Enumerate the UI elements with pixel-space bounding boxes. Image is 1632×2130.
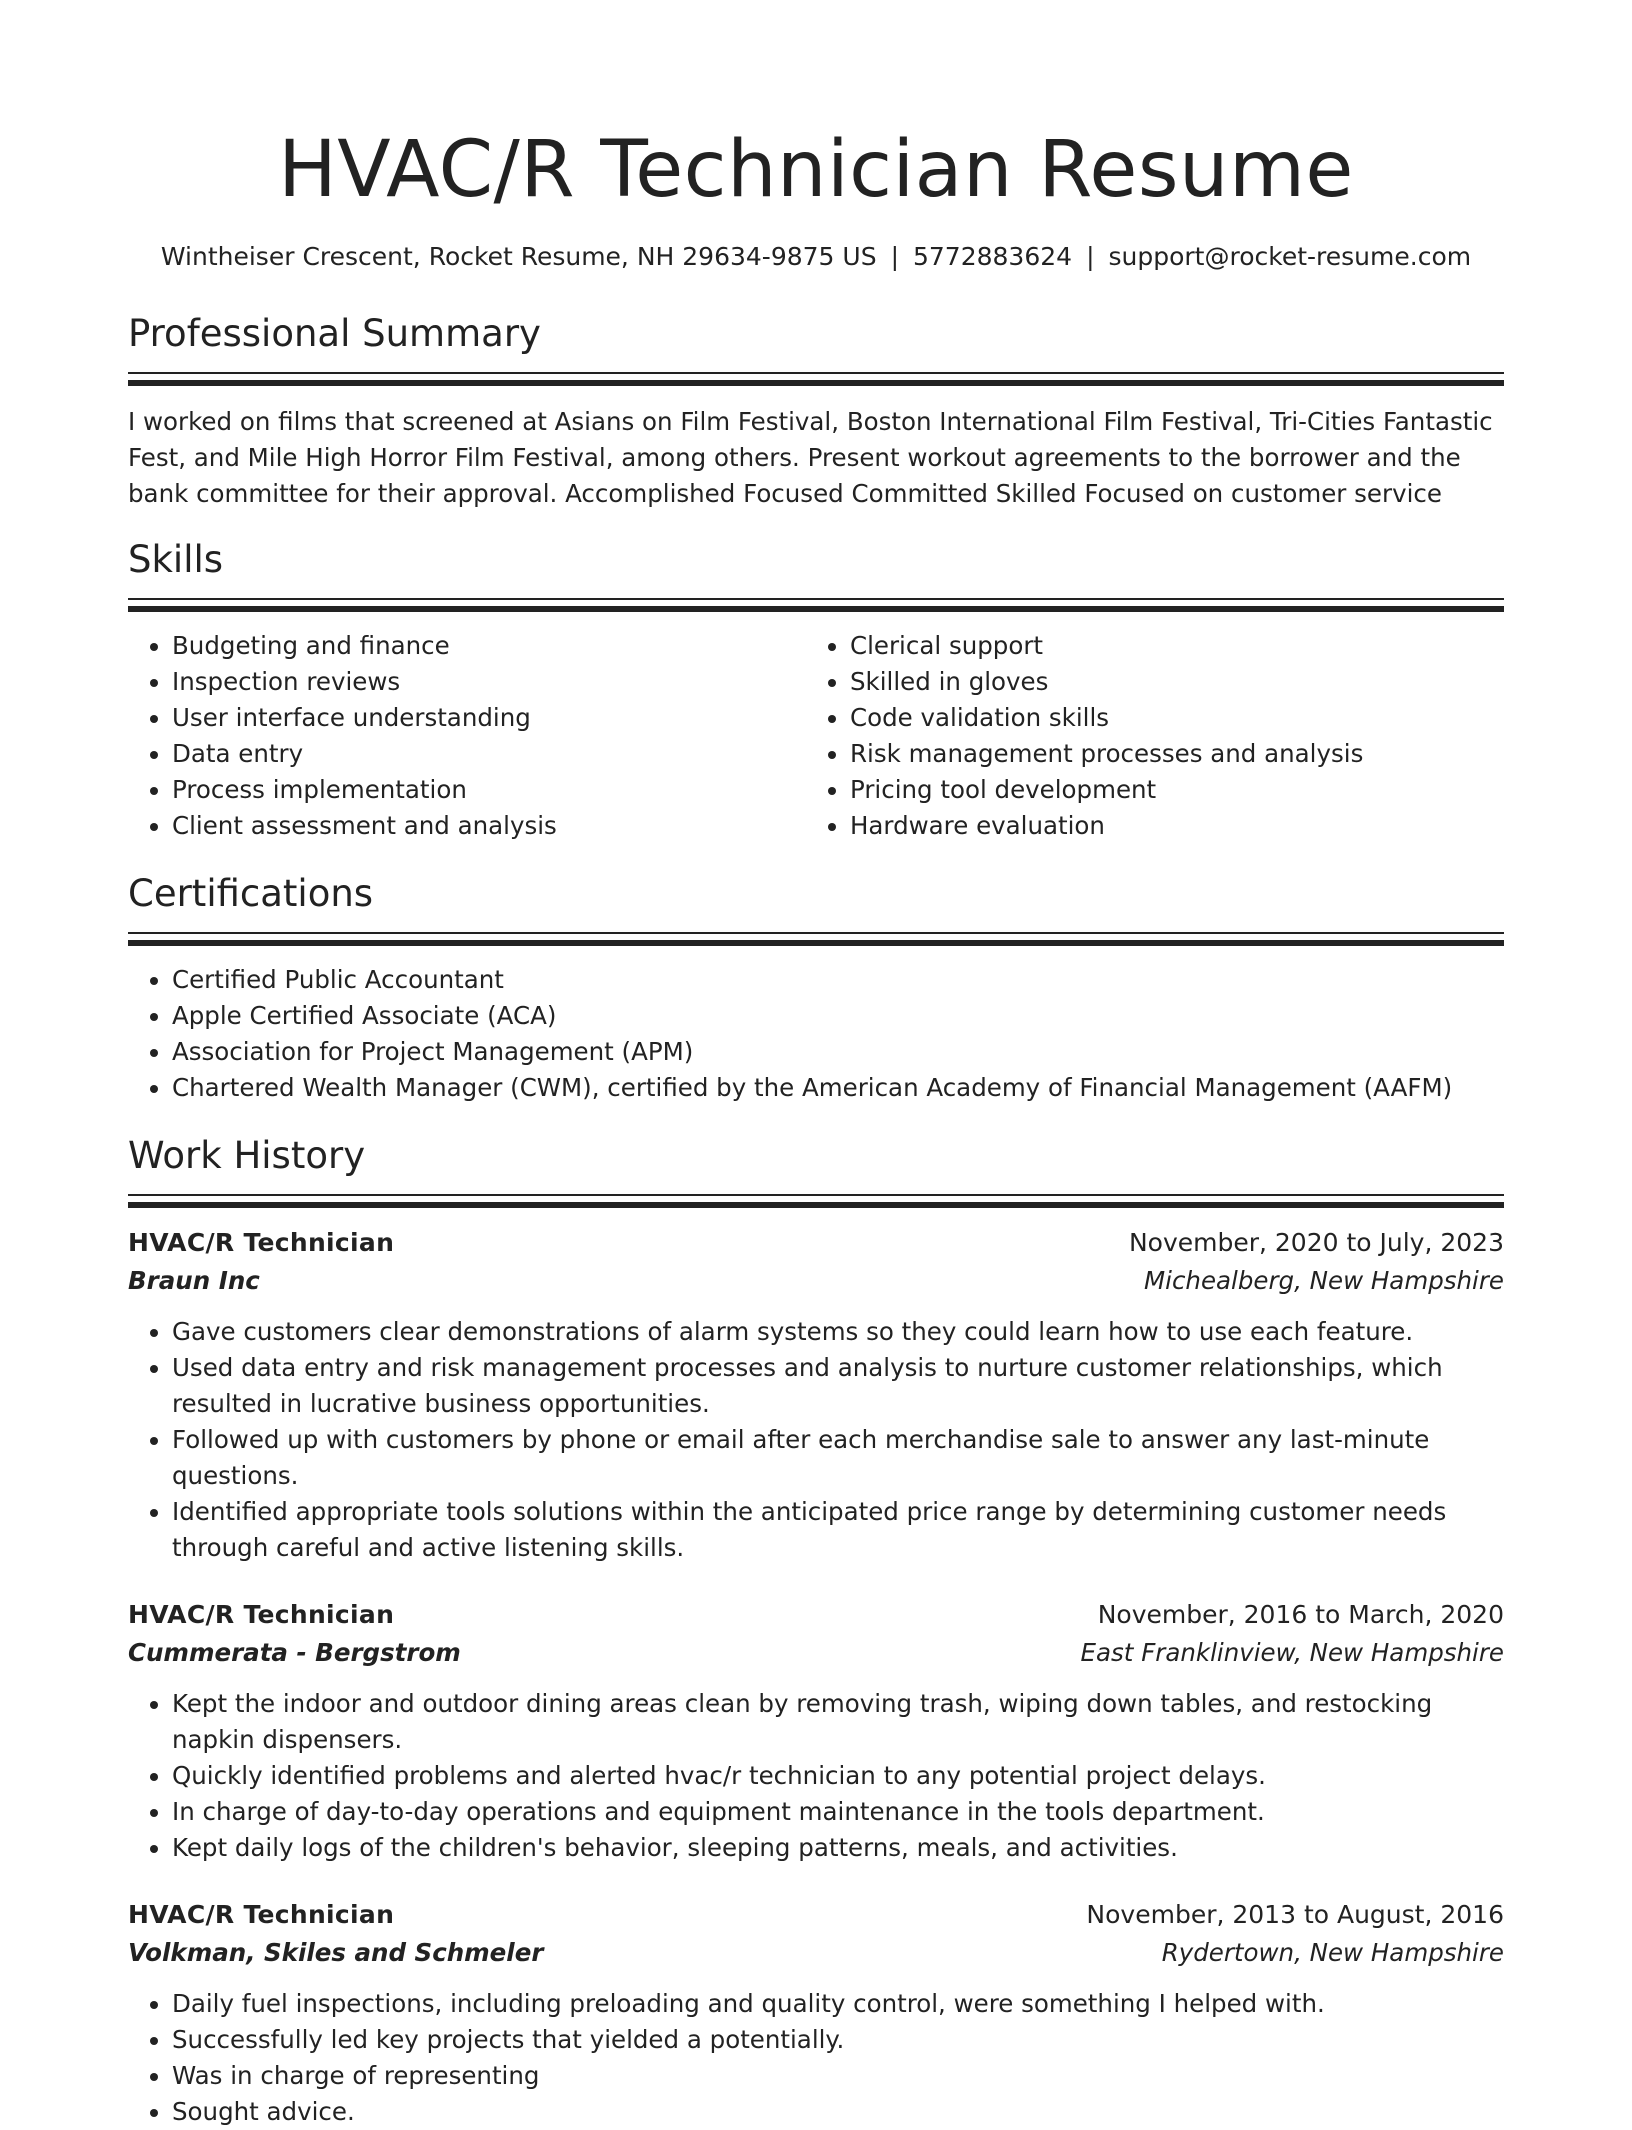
job-bullet: • Successfully led key projects that yielded a potentially.: [172, 2022, 1504, 2058]
section-rule: [128, 380, 1504, 386]
contact-email: support@rocket-resume.com: [1108, 242, 1472, 271]
skills-grid: [128, 628, 1504, 844]
job-entry: [128, 1596, 1504, 1866]
summary-section: [128, 312, 1504, 512]
resume-title: HVAC/R Technician Resume: [278, 125, 1354, 215]
certification-item: • Certified Public Accountant: [172, 962, 1504, 998]
job-location: Rydertown, New Hampshire: [1161, 1938, 1504, 1967]
skill-item: • Inspection reviews: [172, 664, 806, 700]
section-rule: [128, 372, 1504, 374]
job-dates: November, 2016 to March, 2020: [1097, 1600, 1504, 1629]
skill-item: • Risk management processes and analysis: [850, 736, 1484, 772]
job-location: East Franklinview, New Hampshire: [1080, 1638, 1504, 1667]
job-title: HVAC/R Technician: [128, 1228, 395, 1257]
skill-item: • User interface understanding: [172, 700, 806, 736]
section-rule: [128, 1194, 1504, 1196]
summary-text: I worked on films that screened at Asians on Film Festival, Boston International Film Festival, Tri-Cities Fantastic Fest, and Mile High Horror Film Festival, among others. Present workout agreements to the borrower and the bank committee for their approval. Accomplished Focused Committed Skilled Focused on customer service: [128, 407, 1493, 508]
skills-heading: Skills: [128, 538, 224, 581]
skill-item: • Clerical support: [850, 628, 1484, 664]
section-rule: [128, 1202, 1504, 1208]
skill-item: • Process implementation: [172, 772, 806, 808]
section-rule: [128, 940, 1504, 946]
skill-item: • Hardware evaluation: [850, 808, 1484, 844]
job-bullet: • In charge of day-to-day operations and equipment maintenance in the tools department.: [172, 1794, 1504, 1830]
skill-item: • Code validation skills: [850, 700, 1484, 736]
job-bullet: • Kept the indoor and outdoor dining areas clean by removing trash, wiping down tables, and restocking napkin dispensers.: [172, 1686, 1504, 1758]
job-entry: [128, 1896, 1504, 2130]
skill-item: • Skilled in gloves: [850, 664, 1484, 700]
contact-separator: |: [890, 242, 899, 271]
resume-page: [128, 0, 1504, 2130]
job-company: Braun Inc: [128, 1266, 260, 1295]
job-bullet: • Was in charge of representing: [172, 2058, 1504, 2094]
certification-item: • Chartered Wealth Manager (CWM), certified by the American Academy of Financial Management (AAFM): [172, 1070, 1504, 1106]
certification-item: • Association for Project Management (APM): [172, 1034, 1504, 1070]
section-rule: [128, 598, 1504, 600]
job-bullet: • Kept daily logs of the children's behavior, sleeping patterns, meals, and activities.: [172, 1830, 1504, 1866]
job-entry: [128, 1224, 1504, 1566]
contact-address: Wintheiser Crescent, Rocket Resume, NH 29634-9875 US: [160, 242, 877, 271]
job-dates: November, 2013 to August, 2016: [1086, 1900, 1504, 1929]
certifications-heading: Certifications: [128, 872, 374, 915]
section-rule: [128, 606, 1504, 612]
work-history-section: [128, 1134, 1504, 2130]
section-rule: [128, 932, 1504, 934]
job-title: HVAC/R Technician: [128, 1600, 395, 1629]
certification-item: • Apple Certified Associate (ACA): [172, 998, 1504, 1034]
job-dates: November, 2020 to July, 2023: [1128, 1228, 1504, 1257]
skill-item: • Pricing tool development: [850, 772, 1484, 808]
job-title: HVAC/R Technician: [128, 1900, 395, 1929]
contact-phone: 5772883624: [913, 242, 1073, 271]
contact-separator: |: [1086, 242, 1095, 271]
job-bullet: • Daily fuel inspections, including preloading and quality control, were something I helped with.: [172, 1986, 1504, 2022]
certifications-section: [128, 872, 1504, 1106]
job-bullet: • Followed up with customers by phone or email after each merchandise sale to answer any last-minute questions.: [172, 1422, 1504, 1494]
job-bullet: • Sought advice.: [172, 2094, 1504, 2130]
skills-section: [128, 538, 1504, 844]
job-bullet: • Used data entry and risk management processes and analysis to nurture customer relationships, which resulted in lucrative business opportunities.: [172, 1350, 1504, 1422]
skill-item: • Budgeting and finance: [172, 628, 806, 664]
job-bullet: • Gave customers clear demonstrations of alarm systems so they could learn how to use each feature.: [172, 1314, 1504, 1350]
job-company: Volkman, Skiles and Schmeler: [128, 1938, 544, 1967]
job-bullet: • Quickly identified problems and alerted hvac/r technician to any potential project delays.: [172, 1758, 1504, 1794]
summary-heading: Professional Summary: [128, 312, 541, 355]
skill-item: • Client assessment and analysis: [172, 808, 806, 844]
contact-line: [128, 240, 1504, 274]
skill-item: • Data entry: [172, 736, 806, 772]
job-company: Cummerata - Bergstrom: [128, 1638, 461, 1667]
skills-column-left: [128, 628, 806, 844]
skills-column-right: [806, 628, 1484, 844]
job-bullet: • Identified appropriate tools solutions within the anticipated price range by determining customer needs through careful and active listening skills.: [172, 1494, 1504, 1566]
job-location: Michealberg, New Hampshire: [1144, 1266, 1504, 1295]
work-history-heading: Work History: [128, 1134, 366, 1177]
